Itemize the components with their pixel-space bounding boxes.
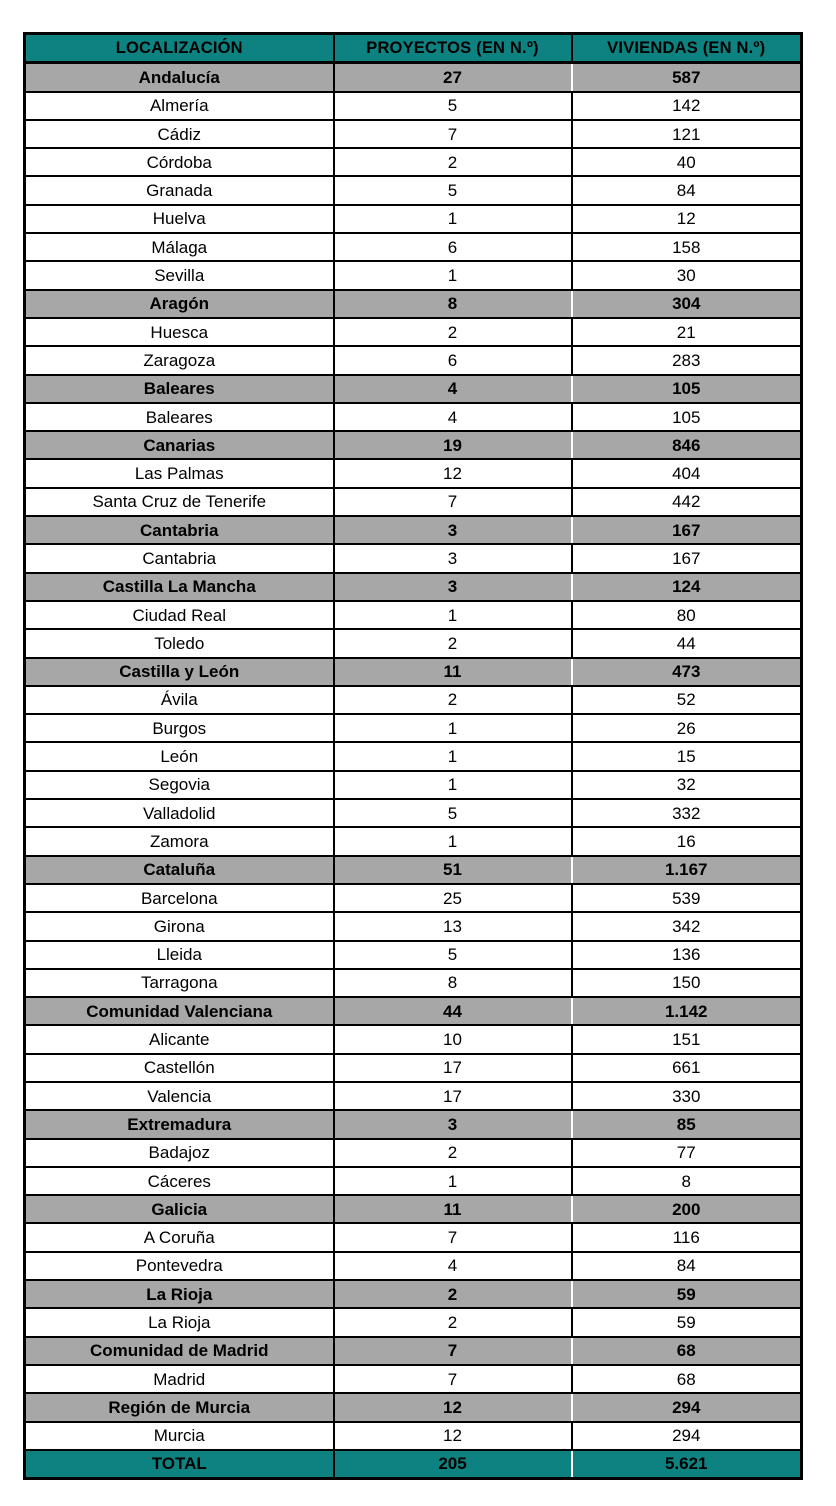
localizacion-cell: Canarias — [25, 431, 334, 459]
viviendas-cell: 121 — [572, 120, 802, 148]
province-row — [25, 1082, 802, 1110]
province-row — [25, 601, 802, 629]
province-row — [25, 714, 802, 742]
localizacion-cell: Cantabria — [25, 516, 334, 544]
localizacion-cell: Extremadura — [25, 1110, 334, 1138]
viviendas-cell: 587 — [572, 63, 802, 92]
region-row — [25, 1195, 802, 1223]
viviendas-cell: 283 — [572, 346, 802, 374]
header-row — [25, 34, 802, 63]
proyectos-cell: 4 — [334, 403, 572, 431]
localizacion-cell: Cáceres — [25, 1167, 334, 1195]
viviendas-cell: 142 — [572, 92, 802, 120]
localizacion-cell: Sevilla — [25, 261, 334, 289]
localizacion-cell: Ávila — [25, 686, 334, 714]
localizacion-cell: Aragón — [25, 290, 334, 318]
viviendas-cell: 304 — [572, 290, 802, 318]
viviendas-cell: 8 — [572, 1167, 802, 1195]
viviendas-cell: 330 — [572, 1082, 802, 1110]
proyectos-cell: 11 — [334, 1195, 572, 1223]
proyectos-cell: 3 — [334, 1110, 572, 1138]
proyectos-cell: 1 — [334, 1167, 572, 1195]
proyectos-cell: 4 — [334, 375, 572, 403]
localizacion-cell: Baleares — [25, 375, 334, 403]
localizacion-cell: Galicia — [25, 1195, 334, 1223]
proyectos-cell: 1 — [334, 827, 572, 855]
localizacion-cell: Burgos — [25, 714, 334, 742]
proyectos-cell: 3 — [334, 516, 572, 544]
viviendas-cell: 15 — [572, 742, 802, 770]
localizacion-cell: Murcia — [25, 1422, 334, 1450]
localizacion-cell: La Rioja — [25, 1280, 334, 1308]
province-row — [25, 912, 802, 940]
viviendas-cell: 16 — [572, 827, 802, 855]
province-row — [25, 176, 802, 204]
province-row — [25, 1054, 802, 1082]
localizacion-cell: Barcelona — [25, 884, 334, 912]
header-localizacion: LOCALIZACIÓN — [25, 34, 334, 63]
viviendas-cell: 158 — [572, 233, 802, 261]
proyectos-cell: 2 — [334, 1139, 572, 1167]
region-row — [25, 290, 802, 318]
proyectos-cell: 17 — [334, 1054, 572, 1082]
proyectos-cell: 25 — [334, 884, 572, 912]
viviendas-cell: 124 — [572, 573, 802, 601]
province-row — [25, 1422, 802, 1450]
proyectos-cell: 4 — [334, 1252, 572, 1280]
viviendas-cell: 30 — [572, 261, 802, 289]
viviendas-cell: 44 — [572, 629, 802, 657]
localizacion-cell: La Rioja — [25, 1308, 334, 1336]
viviendas-cell: 52 — [572, 686, 802, 714]
viviendas-cell: 167 — [572, 516, 802, 544]
proyectos-cell: 6 — [334, 233, 572, 261]
proyectos-cell: 51 — [334, 856, 572, 884]
proyectos-cell: 13 — [334, 912, 572, 940]
viviendas-cell: 167 — [572, 544, 802, 572]
localizacion-cell: Cádiz — [25, 120, 334, 148]
province-row — [25, 686, 802, 714]
localizacion-cell: Valencia — [25, 1082, 334, 1110]
localizacion-cell: León — [25, 742, 334, 770]
localizacion-cell: Córdoba — [25, 148, 334, 176]
localizacion-cell: Comunidad Valenciana — [25, 997, 334, 1025]
viviendas-cell: 1.142 — [572, 997, 802, 1025]
province-row — [25, 233, 802, 261]
region-row — [25, 63, 802, 92]
proyectos-cell: 2 — [334, 629, 572, 657]
province-row — [25, 1025, 802, 1053]
localizacion-cell: Zamora — [25, 827, 334, 855]
viviendas-cell: 5.621 — [572, 1450, 802, 1479]
region-row — [25, 1393, 802, 1421]
proyectos-cell: 5 — [334, 941, 572, 969]
localizacion-cell: Granada — [25, 176, 334, 204]
localizacion-cell: A Coruña — [25, 1223, 334, 1251]
localizacion-cell: Málaga — [25, 233, 334, 261]
localizacion-cell: Andalucía — [25, 63, 334, 92]
province-row — [25, 1252, 802, 1280]
localizacion-cell: Huesca — [25, 318, 334, 346]
localizacion-cell: Cataluña — [25, 856, 334, 884]
proyectos-cell: 2 — [334, 148, 572, 176]
province-row — [25, 318, 802, 346]
localizacion-cell: Castellón — [25, 1054, 334, 1082]
proyectos-cell: 5 — [334, 799, 572, 827]
proyectos-cell: 2 — [334, 1280, 572, 1308]
proyectos-cell: 7 — [334, 1337, 572, 1365]
province-row — [25, 403, 802, 431]
province-row — [25, 941, 802, 969]
region-row — [25, 856, 802, 884]
region-row — [25, 1280, 802, 1308]
viviendas-cell: 332 — [572, 799, 802, 827]
viviendas-cell: 26 — [572, 714, 802, 742]
localizacion-cell: Castilla y León — [25, 658, 334, 686]
header-viviendas: VIVIENDAS (EN N.º) — [572, 34, 802, 63]
header-proyectos: PROYECTOS (EN N.º) — [334, 34, 572, 63]
viviendas-cell: 404 — [572, 459, 802, 487]
province-row — [25, 629, 802, 657]
viviendas-cell: 105 — [572, 403, 802, 431]
localizacion-cell: Valladolid — [25, 799, 334, 827]
viviendas-cell: 846 — [572, 431, 802, 459]
viviendas-cell: 136 — [572, 941, 802, 969]
proyectos-cell: 1 — [334, 771, 572, 799]
proyectos-cell: 6 — [334, 346, 572, 374]
localizacion-cell: Tarragona — [25, 969, 334, 997]
viviendas-cell: 59 — [572, 1280, 802, 1308]
province-row — [25, 742, 802, 770]
province-row — [25, 459, 802, 487]
total-row — [25, 1450, 802, 1479]
localizacion-cell: Ciudad Real — [25, 601, 334, 629]
viviendas-cell: 539 — [572, 884, 802, 912]
viviendas-cell: 105 — [572, 375, 802, 403]
proyectos-cell: 2 — [334, 1308, 572, 1336]
proyectos-cell: 1 — [334, 205, 572, 233]
region-row — [25, 1337, 802, 1365]
proyectos-cell: 2 — [334, 686, 572, 714]
province-row — [25, 827, 802, 855]
proyectos-cell: 11 — [334, 658, 572, 686]
proyectos-cell: 5 — [334, 176, 572, 204]
region-row — [25, 1110, 802, 1138]
localizacion-cell: Comunidad de Madrid — [25, 1337, 334, 1365]
proyectos-cell: 27 — [334, 63, 572, 92]
viviendas-cell: 200 — [572, 1195, 802, 1223]
proyectos-cell: 1 — [334, 742, 572, 770]
viviendas-cell: 32 — [572, 771, 802, 799]
province-row — [25, 120, 802, 148]
viviendas-cell: 342 — [572, 912, 802, 940]
region-row — [25, 997, 802, 1025]
viviendas-cell: 116 — [572, 1223, 802, 1251]
province-row — [25, 1139, 802, 1167]
localizacion-cell: Girona — [25, 912, 334, 940]
localizacion-cell: Huelva — [25, 205, 334, 233]
localizacion-cell: Región de Murcia — [25, 1393, 334, 1421]
localizacion-cell: Pontevedra — [25, 1252, 334, 1280]
region-row — [25, 516, 802, 544]
viviendas-cell: 80 — [572, 601, 802, 629]
localizacion-cell: Baleares — [25, 403, 334, 431]
proyectos-cell: 8 — [334, 969, 572, 997]
viviendas-cell: 1.167 — [572, 856, 802, 884]
province-row — [25, 1223, 802, 1251]
localizacion-cell: TOTAL — [25, 1450, 334, 1479]
viviendas-cell: 40 — [572, 148, 802, 176]
viviendas-cell: 84 — [572, 1252, 802, 1280]
proyectos-cell: 5 — [334, 92, 572, 120]
viviendas-cell: 12 — [572, 205, 802, 233]
localizacion-cell: Segovia — [25, 771, 334, 799]
localizacion-cell: Las Palmas — [25, 459, 334, 487]
viviendas-cell: 294 — [572, 1393, 802, 1421]
localizacion-cell: Santa Cruz de Tenerife — [25, 488, 334, 516]
proyectos-cell: 19 — [334, 431, 572, 459]
table-header — [25, 34, 802, 63]
proyectos-cell: 3 — [334, 573, 572, 601]
viviendas-cell: 661 — [572, 1054, 802, 1082]
proyectos-cell: 1 — [334, 601, 572, 629]
region-row — [25, 431, 802, 459]
province-row — [25, 884, 802, 912]
province-row — [25, 346, 802, 374]
viviendas-cell: 77 — [572, 1139, 802, 1167]
table-body — [25, 63, 802, 1479]
proyectos-cell: 44 — [334, 997, 572, 1025]
province-row — [25, 1365, 802, 1393]
localizacion-cell: Castilla La Mancha — [25, 573, 334, 601]
region-row — [25, 573, 802, 601]
province-row — [25, 1308, 802, 1336]
viviendas-cell: 68 — [572, 1337, 802, 1365]
proyectos-cell: 1 — [334, 261, 572, 289]
localization-table-container — [23, 32, 803, 1480]
proyectos-cell: 1 — [334, 714, 572, 742]
proyectos-cell: 17 — [334, 1082, 572, 1110]
localizacion-cell: Almería — [25, 92, 334, 120]
proyectos-cell: 8 — [334, 290, 572, 318]
province-row — [25, 205, 802, 233]
province-row — [25, 544, 802, 572]
localizacion-cell: Madrid — [25, 1365, 334, 1393]
proyectos-cell: 7 — [334, 1365, 572, 1393]
region-row — [25, 375, 802, 403]
viviendas-cell: 59 — [572, 1308, 802, 1336]
viviendas-cell: 21 — [572, 318, 802, 346]
proyectos-cell: 205 — [334, 1450, 572, 1479]
province-row — [25, 1167, 802, 1195]
proyectos-cell: 7 — [334, 120, 572, 148]
proyectos-cell: 12 — [334, 1393, 572, 1421]
viviendas-cell: 84 — [572, 176, 802, 204]
localizacion-cell: Zaragoza — [25, 346, 334, 374]
province-row — [25, 92, 802, 120]
province-row — [25, 799, 802, 827]
localizacion-cell: Lleida — [25, 941, 334, 969]
viviendas-cell: 151 — [572, 1025, 802, 1053]
proyectos-cell: 7 — [334, 488, 572, 516]
viviendas-cell: 85 — [572, 1110, 802, 1138]
viviendas-cell: 473 — [572, 658, 802, 686]
province-row — [25, 969, 802, 997]
proyectos-cell: 3 — [334, 544, 572, 572]
region-row — [25, 658, 802, 686]
localizacion-cell: Badajoz — [25, 1139, 334, 1167]
proyectos-cell: 12 — [334, 459, 572, 487]
viviendas-cell: 294 — [572, 1422, 802, 1450]
province-row — [25, 771, 802, 799]
localizacion-cell: Toledo — [25, 629, 334, 657]
proyectos-cell: 12 — [334, 1422, 572, 1450]
province-row — [25, 261, 802, 289]
province-row — [25, 488, 802, 516]
viviendas-cell: 68 — [572, 1365, 802, 1393]
localizacion-cell: Alicante — [25, 1025, 334, 1053]
viviendas-cell: 150 — [572, 969, 802, 997]
proyectos-cell: 10 — [334, 1025, 572, 1053]
viviendas-cell: 442 — [572, 488, 802, 516]
localizacion-cell: Cantabria — [25, 544, 334, 572]
proyectos-cell: 7 — [334, 1223, 572, 1251]
province-row — [25, 148, 802, 176]
localization-projects-table — [23, 32, 803, 1480]
proyectos-cell: 2 — [334, 318, 572, 346]
